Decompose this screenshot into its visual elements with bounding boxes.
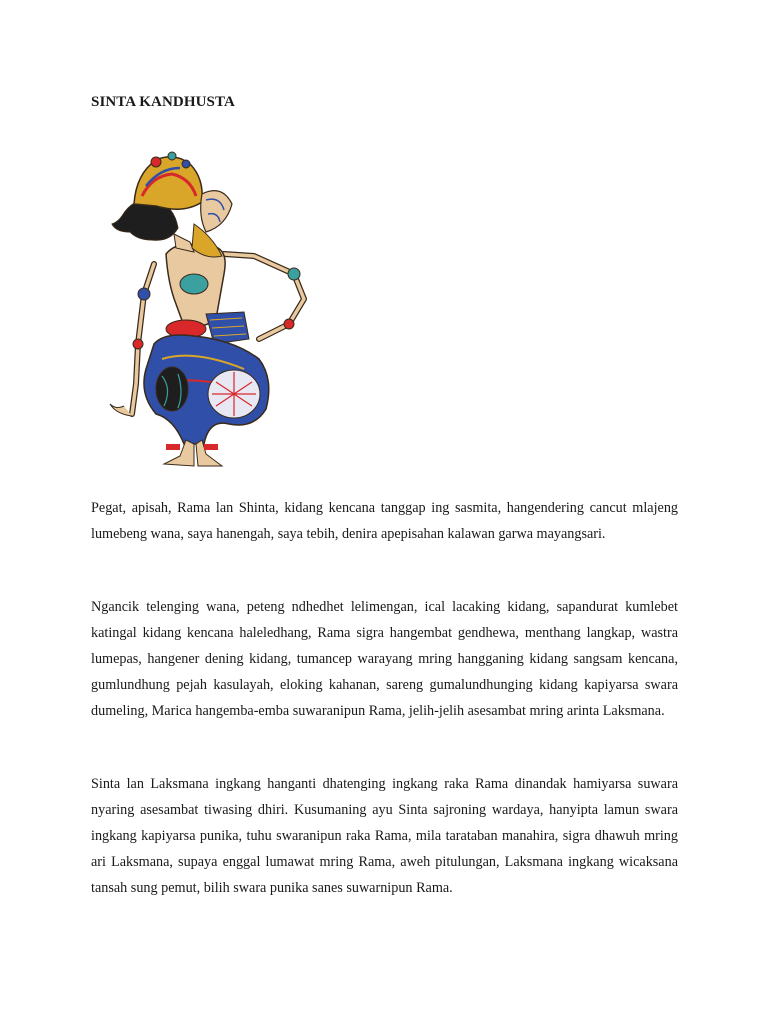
paragraph-3: Sinta lan Laksmana ingkang hanganti dhatenging ingkang raka Rama dinandak hamiyarsa suwara nyaring asesambat tiwasing dhiri. Kusumaning ayu Sinta sajroning wardaya, hanyipta lamun swara ingkang kapiyarsa punika, tuhu swaranipun raka Rama, mila tarataban manahira, sigra dhawuh mring ari Laksmana, supaya enggal lumawat mring Rama, aweh pitulungan, Laksmana ingkang wicaksana tansah sung pemut, bilih swara punika sanes suwarnipun Rama. <box>91 776 678 896</box>
paragraph-2: Ngancik telenging wana, peteng ndhedhet lelimengan, ical lacaking kidang, sapandurat kumlebet katingal kidang kencana haleledhang, Rama sigra hangembat gendhewa, menthang langkap, wastra lumepas, hangener dening kidang, tumancep warayang mring hangganing kidang sangsam kencana, gumlundhung pejah kasulayah, eloking kahanan, sareng gumalundhunging kidang kapiyarsa swara dumeling, Marica hangemba-emba suwaranipun Rama, jelih-jelih asesambat mring arinta Laksmana. <box>91 599 678 719</box>
wayang-puppet-illustration <box>94 144 316 472</box>
document-title: SINTA KANDHUSTA <box>91 94 235 110</box>
paragraph-1: Pegat, apisah, Rama lan Shinta, kidang kencana tanggap ing sasmita, hangendering cancut mlajeng lumebeng wana, saya hanengah, saya tebih, denira apepisahan kalawan garwa mayangsari. <box>91 500 678 542</box>
